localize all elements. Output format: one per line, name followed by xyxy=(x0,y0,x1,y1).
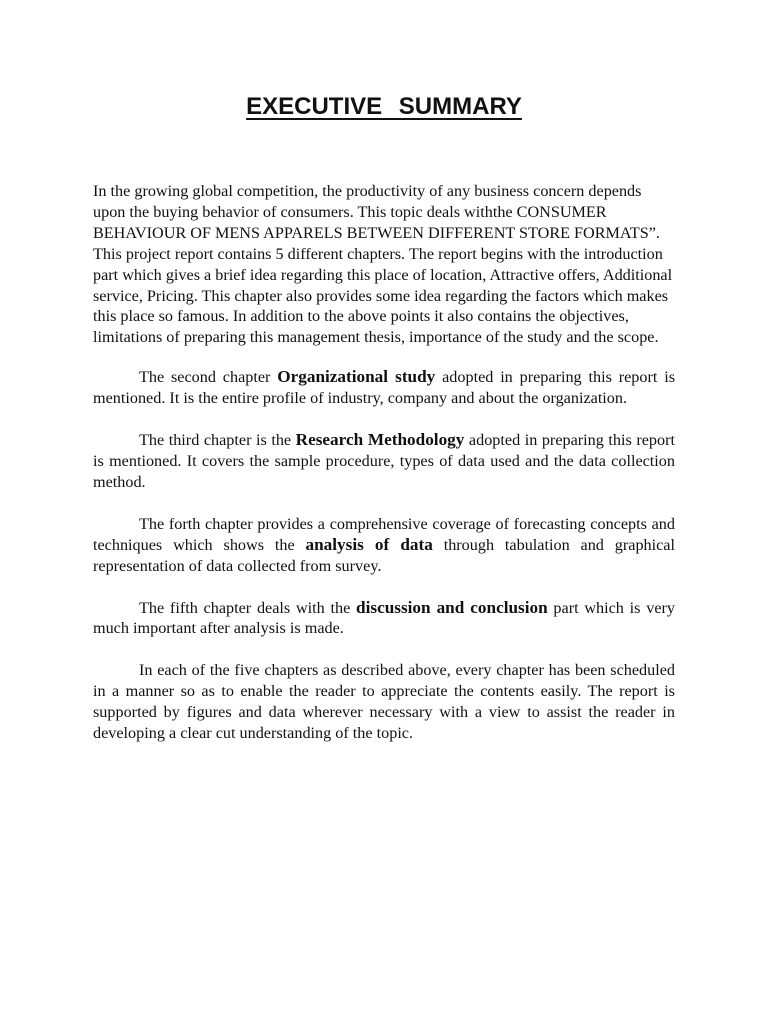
paragraph-chapter-3 xyxy=(93,430,675,493)
chapter-3-highlight: Research Methodology xyxy=(295,430,465,450)
paragraph-chapter-2-rest: adopted in preparing this report is mentioned. It is the entire profile of industry, company and about the organization. xyxy=(93,368,676,408)
paragraph-chapter-3-rest: adopted in preparing this report is mentioned. It covers the sample procedure, types of data used and the data collection method. xyxy=(93,431,675,491)
page-title xyxy=(0,92,768,122)
paragraph-chapter-3-lead: The third chapter is the xyxy=(139,431,296,450)
paragraph-chapter-5 xyxy=(93,598,675,640)
paragraph-intro: In the growing global competition, the productivity of any business concern depends upon the buying behavior of consumers. This topic deals withthe CONSUMER BEHAVIOUR OF MENS APPARELS BETWEEN DIFFERENT STORE FORMATS”. This project report contains 5 different chapters. The report begins with the introduction part which gives a brief idea regarding this place of location, Attractive offers, Additional service, Pricing. This chapter also provides some idea regarding the factors which makes this place so famous. In addition to the above points it also contains the objectives, limitations of preparing this management thesis, importance of the study and the scope. xyxy=(93,182,673,347)
paragraph-chapter-5-rest: part which is very much important after analysis is made. xyxy=(93,598,675,638)
paragraph-closing: In each of the five chapters as described above, every chapter has been scheduled in a manner so as to enable the reader to appreciate the contents easily. The report is supported by figures and data wherever necessary with a view to assist the reader in developing a clear cut understanding of the topic. xyxy=(93,661,675,743)
paragraph-chapter-4-lead: The forth chapter provides a comprehensive coverage of forecasting concepts and techniques which shows the xyxy=(93,514,675,554)
page-title-text: EXECUTIVE SUMMARY xyxy=(246,93,522,120)
paragraph-chapter-4 xyxy=(93,514,675,577)
paragraph-chapter-4-rest: through tabulation and graphical representation of data collected from survey. xyxy=(93,535,675,575)
paragraph-chapter-2-lead: The second chapter xyxy=(139,368,278,387)
paragraph-chapter-2 xyxy=(93,367,675,409)
chapter-5-highlight: discussion and conclusion xyxy=(356,597,548,617)
chapter-2-highlight: Organizational study xyxy=(277,367,436,387)
paragraph-chapter-5-lead: The fifth chapter deals with the xyxy=(139,598,357,617)
document-body xyxy=(93,181,675,744)
chapter-4-highlight: analysis of data xyxy=(305,534,433,554)
